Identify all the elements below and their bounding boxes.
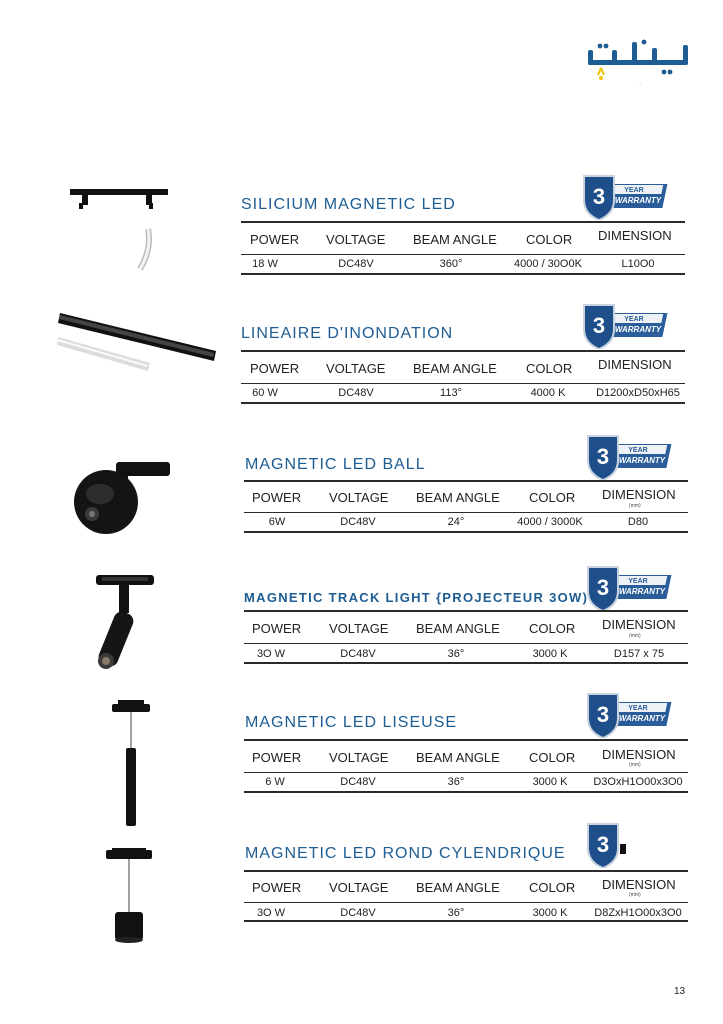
table-top-rule — [244, 610, 688, 612]
svg-text:3: 3 — [592, 313, 606, 338]
value-beam-angle: 36° — [447, 907, 465, 919]
svg-text:YEAR: YEAR — [624, 316, 644, 323]
col-voltage: VOLTAGE — [329, 490, 389, 505]
col-dimension: DIMENSION — [602, 487, 676, 502]
product-title: SILICIUM MAGNETIC LED — [241, 196, 456, 213]
svg-text:WARRANTY: WARRANTY — [618, 587, 666, 596]
product-section — [0, 688, 723, 813]
product-section — [0, 818, 723, 943]
col-voltage: VOLTAGE — [329, 880, 389, 895]
value-voltage: DC48V — [338, 258, 374, 270]
product-image — [52, 307, 222, 377]
svg-text:3: 3 — [596, 444, 610, 469]
warranty-badge-icon — [584, 432, 676, 480]
value-voltage: DC48V — [340, 516, 376, 528]
value-power: 60 W — [252, 387, 278, 399]
table-top-rule — [244, 870, 688, 872]
svg-text:3: 3 — [596, 702, 610, 727]
value-power: 3O W — [256, 907, 286, 919]
col-beam-angle: BEAM ANGLE — [413, 232, 497, 247]
value-dimension: D8ZxH1O00x3O0 — [594, 907, 682, 919]
col-voltage: VOLTAGE — [329, 750, 389, 765]
product-section — [0, 559, 723, 684]
table-top-rule — [244, 739, 688, 741]
col-power: POWER — [252, 490, 302, 505]
svg-text:WARRANTY: WARRANTY — [618, 456, 666, 465]
col-beam-angle: BEAM ANGLE — [413, 361, 497, 376]
dimension-unit: (mm) — [629, 503, 641, 509]
table-mid-rule — [244, 902, 688, 903]
table-mid-rule — [241, 383, 685, 384]
value-power: 18 W — [252, 258, 278, 270]
value-voltage: DC48V — [340, 648, 376, 660]
value-voltage: DC48V — [340, 907, 376, 919]
value-power: 6 W — [265, 776, 285, 788]
svg-text:YEAR: YEAR — [628, 447, 648, 454]
table-top-rule — [244, 480, 688, 482]
warranty-shield-icon — [582, 820, 630, 868]
value-voltage: DC48V — [340, 776, 376, 788]
col-power: POWER — [252, 621, 302, 636]
col-power: POWER — [252, 880, 302, 895]
col-dimension: DIMENSION — [602, 877, 676, 892]
product-section — [0, 170, 723, 295]
page-number: 13 — [674, 986, 686, 997]
value-beam-angle: 36° — [447, 648, 465, 660]
product-image — [70, 456, 174, 542]
svg-text:3: 3 — [596, 832, 610, 857]
product-title: MAGNETIC LED BALL — [245, 456, 426, 473]
table-mid-rule — [241, 254, 685, 255]
col-power: POWER — [250, 361, 300, 376]
product-image — [66, 185, 176, 275]
table-bottom-rule — [244, 791, 688, 793]
col-dimension: DIMENSION — [602, 617, 676, 632]
col-voltage: VOLTAGE — [329, 621, 389, 636]
dimension-unit: (mm) — [629, 892, 641, 898]
value-dimension: D80 — [627, 516, 649, 528]
col-beam-angle: BEAM ANGLE — [416, 880, 500, 895]
brand-logo — [584, 36, 694, 86]
dimension-unit: (mm) — [629, 633, 641, 639]
value-voltage: DC48V — [338, 387, 374, 399]
warranty-badge-icon — [580, 301, 672, 349]
table-bottom-rule — [241, 402, 685, 404]
warranty-badge-icon — [584, 690, 676, 738]
svg-text:YEAR: YEAR — [624, 187, 644, 194]
svg-text:3: 3 — [596, 575, 610, 600]
value-color: 4000 K — [530, 387, 566, 399]
product-title: MAGNETIC LED ROND CYLENDRIQUE — [245, 845, 566, 862]
product-section — [0, 299, 723, 424]
product-title: LINEAIRE D'INONDATION — [241, 325, 454, 342]
table-bottom-rule — [244, 531, 688, 533]
col-color: COLOR — [526, 361, 573, 376]
product-image — [108, 696, 154, 830]
table-bottom-rule — [241, 273, 685, 275]
col-dimension: DIMENSION — [598, 228, 672, 243]
value-dimension: D157 x 75 — [613, 648, 665, 660]
col-power: POWER — [250, 232, 300, 247]
value-dimension: L10O0 — [621, 258, 655, 270]
warranty-badge-icon — [584, 563, 676, 611]
col-dimension: DIMENSION — [598, 357, 672, 372]
col-color: COLOR — [529, 621, 576, 636]
col-color: COLOR — [529, 490, 576, 505]
svg-text:YEAR: YEAR — [628, 705, 648, 712]
table-bottom-rule — [244, 662, 688, 664]
svg-text:WARRANTY: WARRANTY — [614, 196, 662, 205]
value-power: 3O W — [256, 648, 286, 660]
product-section — [0, 428, 723, 553]
table-top-rule — [241, 350, 685, 352]
col-color: COLOR — [529, 880, 576, 895]
value-beam-angle: 360° — [439, 258, 463, 270]
product-image — [88, 571, 168, 671]
table-top-rule — [241, 221, 685, 223]
col-beam-angle: BEAM ANGLE — [416, 621, 500, 636]
value-beam-angle: 36° — [447, 776, 465, 788]
value-color: 3000 K — [532, 907, 568, 919]
value-color: 3000 K — [532, 776, 568, 788]
col-color: COLOR — [526, 232, 573, 247]
dimension-unit: (mm) — [629, 762, 641, 768]
value-dimension: D1200xD50xH65 — [596, 387, 680, 399]
col-beam-angle: BEAM ANGLE — [416, 750, 500, 765]
value-color: 4000 / 3000K — [517, 516, 583, 528]
warranty-badge-icon — [580, 172, 672, 220]
col-voltage: VOLTAGE — [326, 232, 386, 247]
value-color: 3000 K — [532, 648, 568, 660]
value-color: 4000 / 30O0K — [514, 258, 582, 270]
table-mid-rule — [244, 772, 688, 773]
value-beam-angle: 24° — [447, 516, 465, 528]
svg-text:WARRANTY: WARRANTY — [618, 714, 666, 723]
table-mid-rule — [244, 643, 688, 644]
col-power: POWER — [252, 750, 302, 765]
col-dimension: DIMENSION — [602, 747, 676, 762]
svg-text:WARRANTY: WARRANTY — [614, 325, 662, 334]
svg-text:3: 3 — [592, 184, 606, 209]
product-title: MAGNETIC LED LISEUSE — [245, 714, 458, 731]
product-title: MAGNETIC TRACK LIGHT {PROJECTEUR 3OW) — [244, 590, 589, 605]
value-beam-angle: 113° — [440, 387, 462, 399]
svg-text:YEAR: YEAR — [628, 578, 648, 585]
col-color: COLOR — [529, 750, 576, 765]
col-voltage: VOLTAGE — [326, 361, 386, 376]
table-bottom-rule — [244, 920, 688, 922]
value-dimension: D3OxH1O00x3O0 — [593, 776, 683, 788]
col-beam-angle: BEAM ANGLE — [416, 490, 500, 505]
table-mid-rule — [244, 512, 688, 513]
product-image — [102, 846, 156, 946]
value-power: 6W — [268, 516, 286, 528]
logo-text: برايت — [639, 84, 642, 85]
